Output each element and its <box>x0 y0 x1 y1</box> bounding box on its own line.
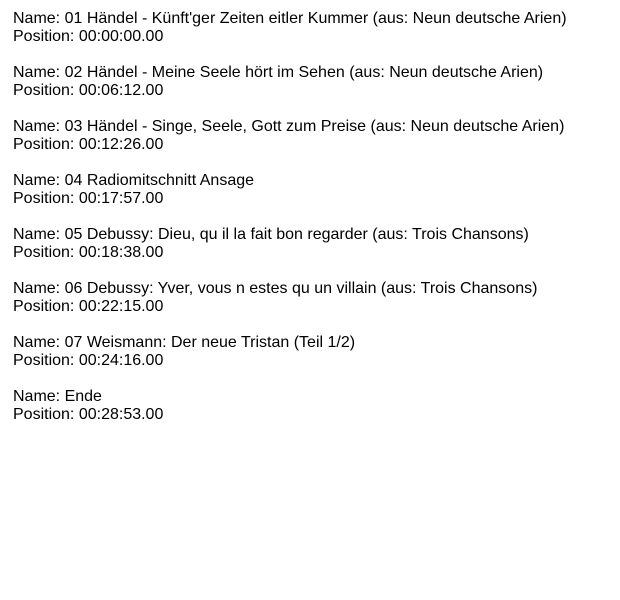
chapter-position-line <box>13 352 613 370</box>
chapter-position-line <box>13 190 613 208</box>
chapter-name: Ende <box>64 388 102 405</box>
chapter-position: 00:28:53.00 <box>78 406 164 423</box>
chapter-name: 06 Debussy: Yver, vous n estes qu un villain (aus: Trois Chansons) <box>64 280 538 297</box>
chapter-position: 00:18:38.00 <box>78 244 164 261</box>
name-label: Name: <box>13 10 61 27</box>
chapter-name-line <box>13 388 613 406</box>
chapter-entry-2 <box>13 64 613 100</box>
chapter-position: 00:24:16.00 <box>78 352 164 369</box>
chapter-position: 00:17:57.00 <box>78 190 164 207</box>
chapter-entry-5 <box>13 226 613 262</box>
chapter-name: 02 Händel - Meine Seele hört im Sehen (aus: Neun deutsche Arien) <box>64 64 544 81</box>
name-label: Name: <box>13 118 61 135</box>
position-label: Position: <box>13 28 75 45</box>
position-label: Position: <box>13 406 75 423</box>
chapter-name-line <box>13 172 613 190</box>
chapter-name: 01 Händel - Künft'ger Zeiten eitler Kummer (aus: Neun deutsche Arien) <box>64 10 567 27</box>
chapter-entry-1 <box>13 10 613 46</box>
chapter-position: 00:00:00.00 <box>78 28 164 45</box>
name-label: Name: <box>13 172 61 189</box>
name-label: Name: <box>13 64 61 81</box>
chapter-position-line <box>13 82 613 100</box>
chapter-name: 07 Weismann: Der neue Tristan (Teil 1/2) <box>64 334 356 351</box>
chapter-name: 05 Debussy: Dieu, qu il la fait bon regarder (aus: Trois Chansons) <box>64 226 529 243</box>
chapter-name-line <box>13 10 613 28</box>
chapter-name: 03 Händel - Singe, Seele, Gott zum Preise (aus: Neun deutsche Arien) <box>64 118 565 135</box>
chapter-position: 00:06:12.00 <box>78 82 164 99</box>
chapter-name-line <box>13 64 613 82</box>
chapter-entry-6 <box>13 280 613 316</box>
position-label: Position: <box>13 82 75 99</box>
chapter-position: 00:12:26.00 <box>78 136 164 153</box>
chapter-entry-4 <box>13 172 613 208</box>
chapter-name: 04 Radiomitschnitt Ansage <box>64 172 255 189</box>
chapter-list <box>13 10 613 442</box>
name-label: Name: <box>13 388 61 405</box>
chapter-name-line <box>13 334 613 352</box>
name-label: Name: <box>13 280 61 297</box>
name-label: Name: <box>13 334 61 351</box>
chapter-position: 00:22:15.00 <box>78 298 164 315</box>
chapter-position-line <box>13 244 613 262</box>
position-label: Position: <box>13 244 75 261</box>
chapter-position-line <box>13 406 613 424</box>
chapter-name-line <box>13 118 613 136</box>
chapter-name-line <box>13 226 613 244</box>
chapter-name-line <box>13 280 613 298</box>
position-label: Position: <box>13 352 75 369</box>
chapter-entry-7 <box>13 334 613 370</box>
position-label: Position: <box>13 136 75 153</box>
chapter-position-line <box>13 298 613 316</box>
chapter-position-line <box>13 136 613 154</box>
chapter-entry-3 <box>13 118 613 154</box>
position-label: Position: <box>13 298 75 315</box>
chapter-entry-8 <box>13 388 613 424</box>
name-label: Name: <box>13 226 61 243</box>
position-label: Position: <box>13 190 75 207</box>
chapter-position-line <box>13 28 613 46</box>
